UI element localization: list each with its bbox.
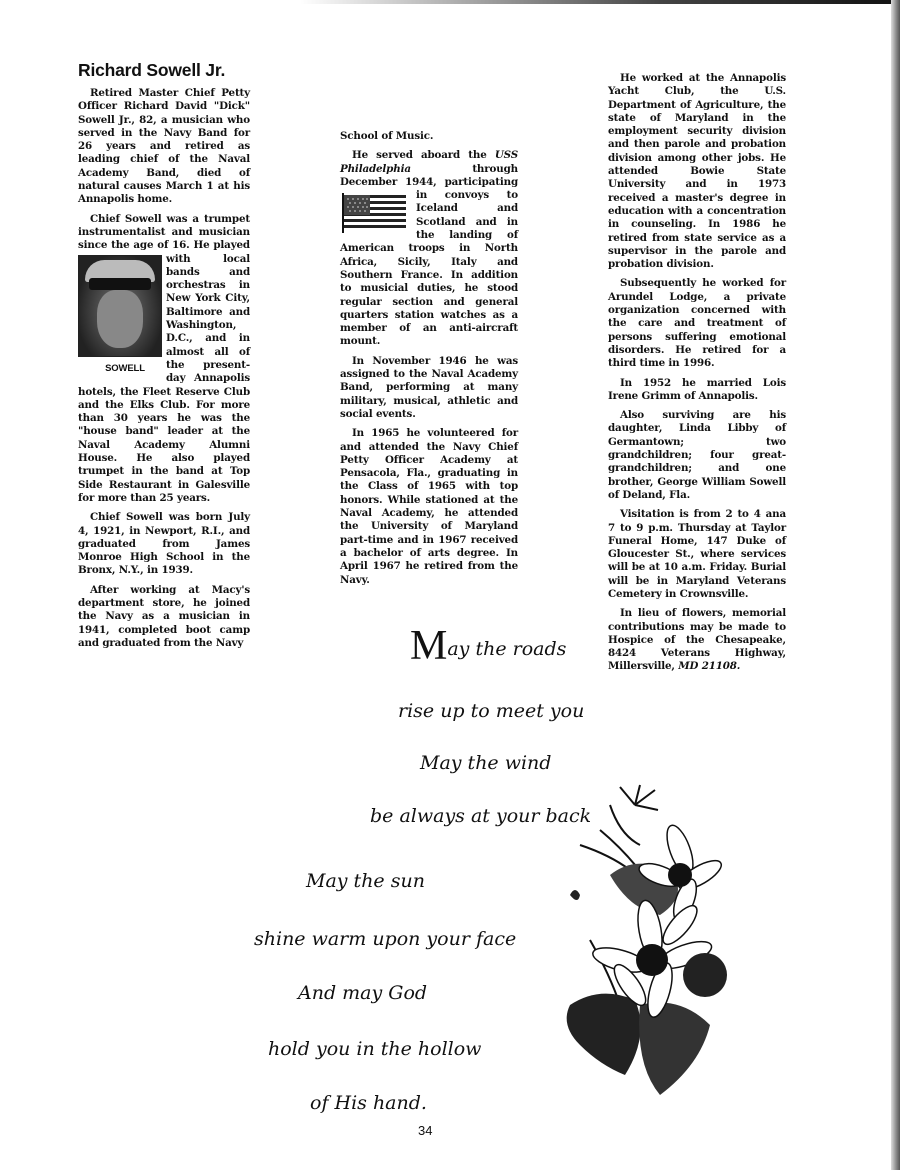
article-column-3 <box>608 72 786 680</box>
paragraph: Also surviving are his daughter, Linda Libby of Germantown; two grandchildren; four great-grandchildren; and one brother, George William Sowell of Deland, Fla. <box>608 409 786 501</box>
paragraph <box>340 149 518 348</box>
paragraph: In 1965 he volunteered for and attended the Navy Chief Petty Officer Academy at Pensacola, Fla., graduating in the Class of 1965 with top honors. While stationed at the Naval Academy, he attended the University of Maryland part-time and in 1967 received a bachelor of arts degree. In April 1967 he retired from the Navy. <box>340 427 518 586</box>
paragraph <box>608 607 786 673</box>
poem-line-9: of His hand. <box>310 1092 427 1114</box>
paragraph: He worked at the Annapolis Yacht Club, the U.S. Department of Agriculture, the state of Maryland in the employment security division and then parole and probation division among other jobs. He attended Bowie State University and in 1973 received a master's degree in education with a concentration in counseling. In 1986 he retired from state service as a supervisor in the parole and probation division. <box>608 72 786 271</box>
paragraph: In 1952 he married Lois Irene Grimm of Annapolis. <box>608 376 786 402</box>
paragraph-text: with local bands and orchestras in New York City, Baltimore and Washington, D.C., and in almost all of the present-day Annapolis hotels, the Fleet Reserve Club and the Elks Club. For more than 30 years he was the "house band" leader at the Naval Academy Alumni House. He also played trumpet in the band at Top Side Restaurant in Galesville for more than 25 years. <box>78 252 250 504</box>
portrait-photo <box>78 255 160 375</box>
flower-illustration <box>540 775 740 1105</box>
portrait-image <box>78 255 162 357</box>
poem-line-7: And may God <box>298 982 428 1004</box>
poem-initial: M <box>410 623 448 669</box>
paragraph-text: Chief Sowell was a trumpet instrumentalist and musician since the age of 16. He played <box>78 212 250 252</box>
paragraph: After working at Macy's department store, he joined the Navy as a musician in 1941, completed boot camp and graduated from the Navy <box>78 583 250 649</box>
article-column-1 <box>78 87 250 656</box>
paragraph-text: MD 21108. <box>678 660 741 673</box>
poem-line-3: May the wind <box>420 752 552 774</box>
paragraph: Retired Master Chief Petty Officer Richard David "Dick" Sowell Jr., 82, a musician who served in the Navy Band for 26 years and retired as leading chief of the Naval Academy Band, died of natural causes March 1 at his Annapolis home. <box>78 87 250 206</box>
poem-line-1 <box>410 622 566 670</box>
article-column-2 <box>340 130 518 593</box>
paragraph <box>78 213 250 506</box>
obituary-headline: Richard Sowell Jr. <box>78 60 226 80</box>
paragraph: In November 1946 he was assigned to the Naval Academy Band, performing at many military, musical, athletic and social events. <box>340 354 518 420</box>
poem-line-2: rise up to meet you <box>398 700 585 722</box>
poem-line-4: be always at your back <box>370 805 592 827</box>
paragraph: School of Music. <box>340 130 434 142</box>
ship-name: USS Philadelphia <box>340 149 518 175</box>
paragraph-text: In lieu of flowers, memorial contributions may be made to Hospice of the Chesapeake, 8424 Veterans Highway, Millersville, <box>608 607 786 673</box>
poem-line-6: shine warm upon your face <box>254 928 517 950</box>
american-flag-icon <box>340 191 408 233</box>
paragraph-text: to Iceland and Scotland and in the landing of American troops in North Africa, Sicily, Italy and Southern France. In addition to musicial duties, he stood regular section and general quarters station watches as a member of an anti-aircraft mount. <box>340 189 518 348</box>
scan-right-edge <box>891 0 900 1170</box>
paragraph: Chief Sowell was born July 4, 1921, in Newport, R.I., and graduated from James Monroe High School in the Bronx, N.Y., in 1939. <box>78 511 250 577</box>
poem-line-8: hold you in the hollow <box>268 1038 482 1060</box>
paragraph: Subsequently he worked for Arundel Lodge, a private organization concerned with the care and treatment of persons suffering emotional disorders. He retired for a third time in 1996. <box>608 277 786 370</box>
poem-line-5: May the sun <box>306 870 425 892</box>
paragraph-text: He served aboard the <box>352 149 487 162</box>
scan-top-edge <box>300 0 900 4</box>
paragraph-text: through December 1944, participating in convoys <box>340 162 518 202</box>
paragraph: Visitation is from 2 to 4 ana 7 to 9 p.m. Thursday at Taylor Funeral Home, 147 Duke of Gloucester St., where services will be at 10 a.m. Friday. Burial will be in Maryland Veterans Cemetery in Crownsville. <box>608 508 786 600</box>
poem-text: ay the roads <box>447 638 567 660</box>
photo-caption: SOWELL <box>105 362 145 374</box>
page-number: 34 <box>418 1123 433 1138</box>
